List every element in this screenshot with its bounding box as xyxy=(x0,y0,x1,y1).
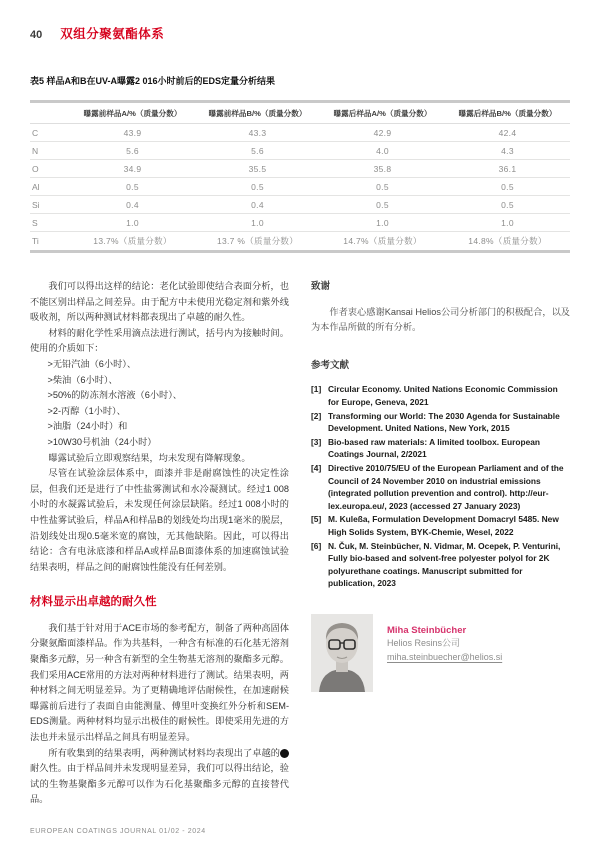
value-cell: 1.0 xyxy=(376,217,389,228)
paragraph: 尽管在试验涂层体系中，面漆并非是耐腐蚀性的决定性涂层，但我们还是进行了中性盐雾测试和水冷凝测试。经过1 008小时的水凝露试验后，未发现任何涂层缺陷。经过1 008小时的中性盐雾试验后，样品A和样品B的划线处均出现1毫米的脱层，沿划线处出现0.5毫米宽的腐蚀，无其他缺陷。因此，可以得出结论：含有电泳底漆和样品A或样品B面漆体系的加速腐蚀试验结果表明，样品之间的耐腐蚀性能没有任何差别。 xyxy=(30,468,289,572)
table-row xyxy=(30,196,570,214)
list-item: >50%的防冻剂水溶液（6小时）、 xyxy=(47,390,182,401)
reference-item xyxy=(311,513,570,538)
value-cell: 36.1 xyxy=(498,163,517,174)
reference-item xyxy=(311,436,570,461)
value-cell: 13.7 %（质量分数） xyxy=(216,236,299,246)
value-cell: 0.5 xyxy=(376,199,389,210)
table-row xyxy=(30,142,570,160)
value-cell: 4.3 xyxy=(501,145,514,156)
value-cell: 0.5 xyxy=(501,181,514,192)
table-header-cell: 曝露后样品B/%（质量分数） xyxy=(458,108,557,118)
author-name: Miha Steinbücher xyxy=(387,624,467,636)
durability-section-heading: 材料显示出卓越的耐久性 xyxy=(30,596,157,609)
table-header-cell: 曝露前样品B/%（质量分数） xyxy=(208,108,307,118)
reference-number: [2] xyxy=(311,410,322,421)
reference-text: N. Čuk, M. Steinbücher, N. Vidmar, M. Ocepek, P. Venturini, Fully bio-based and solvent-free polyester polyol for 2K polyurethane coatings. Manuscript submitted for publication, 2023 xyxy=(328,540,561,589)
paragraph: 曝露试验后立即观察结果，均未发现有降解现象。 xyxy=(48,452,251,463)
value-cell: 1.0 xyxy=(251,217,264,228)
author-company: Helios Resins公司 xyxy=(387,638,461,649)
element-cell: Ti xyxy=(32,236,39,246)
page-number: 40 xyxy=(30,29,43,41)
value-cell: 0.4 xyxy=(251,199,264,210)
table-row xyxy=(30,232,570,250)
table-header-row xyxy=(30,103,570,124)
paragraph xyxy=(30,746,304,808)
value-cell: 34.9 xyxy=(123,163,142,174)
reference-number: [6] xyxy=(311,540,322,551)
reference-number: [1] xyxy=(311,384,322,395)
list-item: >10W30号机油（24小时） xyxy=(47,436,157,447)
table-row xyxy=(30,178,570,196)
table-caption: 表5 样品A和B在UV-A曝露2 016小时前后的EDS定量分析结果 xyxy=(30,76,276,86)
value-cell: 5.6 xyxy=(126,145,139,156)
value-cell: 42.4 xyxy=(498,127,517,138)
paragraph: 我们基于针对用于ACE市场的参考配方，制备了两种高固体分聚氨酯面漆样品。作为共基料，一种含有标准的石化基无溶剂聚酯多元醇，另一种含有新型的全生物基无溶剂的聚酯多元醇。我们采用ACE常用的方法对两种材料进行了测试。结果表明，两种材料之间无明显差异。为了更精确地评估耐候性，在加速耐候曝露前后进行了表面自由能测量、傅里叶变换红外分析和SEM-EDS测量。两种材料均显示出极佳的耐候性。即使采用先进的方法也并未显示出样品之间具有明显差异。 xyxy=(30,622,289,743)
page-header xyxy=(30,24,570,42)
table-row xyxy=(30,214,570,232)
paragraph-text: 所有收集到的结果表明，两种测试材料均表现出了卓越的耐久性。由于样品间并未发现明显差异，我们可以得出结论，验试的生物基聚酯多元醇可以作为石化基聚酯多元醇的直接替代品。 xyxy=(30,747,289,805)
table-header-cell: 曝露后样品A/%（质量分数） xyxy=(333,108,432,118)
value-cell: 35.8 xyxy=(373,163,392,174)
value-cell: 4.0 xyxy=(376,145,389,156)
table-row xyxy=(30,124,570,142)
reference-number: [5] xyxy=(311,514,322,525)
value-cell: 0.5 xyxy=(126,181,139,192)
reference-item xyxy=(311,540,570,590)
author-photo xyxy=(311,614,373,692)
reference-number: [4] xyxy=(311,462,322,473)
acknowledgements-text: 作者衷心感谢Kansai Helios公司分析部门的积极配合，以及为本作品所做的所有分析。 xyxy=(311,306,570,333)
element-cell: Al xyxy=(32,181,40,192)
reference-item xyxy=(311,410,570,435)
right-column xyxy=(311,279,570,692)
value-cell: 43.9 xyxy=(123,127,142,138)
value-cell: 0.5 xyxy=(376,181,389,192)
list-item: >柴油（6小时）、 xyxy=(47,374,118,385)
table-row xyxy=(30,160,570,178)
acknowledgements-heading: 致谢 xyxy=(311,281,331,292)
references-heading: 参考文献 xyxy=(311,359,350,371)
reference-text: Transforming our World: The 2030 Agenda for Sustainable Development. United Nations, New York, 2015 xyxy=(328,410,560,434)
reference-number: [3] xyxy=(311,436,322,447)
author-info xyxy=(387,614,502,692)
reference-text: Bio-based raw materials: A limited toolbox. European Coatings Journal, 2/2021 xyxy=(328,436,541,460)
list-item: >无铅汽油（6小时）、 xyxy=(47,358,137,369)
table-header-cell: 曝露前样品A/%（质量分数） xyxy=(83,108,182,118)
paragraph: 材料的耐化学性采用滴点法进行测试，括号内为接触时间。使用的介质如下： xyxy=(30,327,289,354)
chemical-media-list xyxy=(30,357,289,451)
value-cell: 5.6 xyxy=(251,145,264,156)
author-email-link[interactable]: miha.steinbuecher@helios.si xyxy=(387,651,503,662)
element-cell: N xyxy=(32,145,39,156)
value-cell: 14.7%（质量分数） xyxy=(343,236,422,246)
end-of-article-icon: ❮ xyxy=(280,749,289,758)
element-cell: O xyxy=(32,163,39,174)
value-cell: 43.3 xyxy=(248,127,267,138)
list-item: >油脂（24小时）和 xyxy=(47,421,128,432)
reference-item xyxy=(311,462,570,512)
eds-results-table xyxy=(30,100,570,253)
value-cell: 13.7%（质量分数） xyxy=(93,236,172,246)
element-cell: Si xyxy=(32,199,40,210)
value-cell: 0.5 xyxy=(251,181,264,192)
element-cell: S xyxy=(32,217,38,228)
value-cell: 14.8%（质量分数） xyxy=(468,236,547,246)
journal-footer: EUROPEAN COATINGS JOURNAL 01/02 - 2024 xyxy=(30,828,206,835)
value-cell: 35.5 xyxy=(248,163,267,174)
left-column xyxy=(30,279,304,808)
author-portrait-image xyxy=(311,614,373,692)
value-cell: 42.9 xyxy=(373,127,392,138)
value-cell: 0.5 xyxy=(501,199,514,210)
value-cell: 1.0 xyxy=(126,217,139,228)
reference-text: Directive 2010/75/EU of the European Parliament and of the Council of 24 November 2010 on industrial emissions (integrated pollution prevention and control). http://eur-lex.europa.eu/, 2023 (accessed 27 January 2023) xyxy=(328,462,564,511)
article-body xyxy=(30,279,570,808)
reference-text: M. Kuleßa, Formulation Development Domacryl 5485. New High Solids System, BYK-Chemie, Wesel, 2022 xyxy=(328,514,559,537)
author-card xyxy=(311,614,570,692)
section-title: 双组分聚氨酯体系 xyxy=(60,27,165,41)
reference-item xyxy=(311,383,570,408)
reference-text: Circular Economy. United Nations Economic Commission for Europe, Geneva, 2021 xyxy=(328,384,558,407)
reference-list xyxy=(311,383,570,590)
paragraph: 我们可以得出这样的结论：老化试验即使结合表面分析，也不能区别出样品之间差异。由于配方中未使用光稳定剂和紫外线吸收剂，所以两种测试材料都表现出了卓越的耐久性。 xyxy=(30,281,289,323)
value-cell: 1.0 xyxy=(501,217,514,228)
value-cell: 0.4 xyxy=(126,199,139,210)
element-cell: C xyxy=(32,127,39,138)
list-item: >2-丙醇（1小时）、 xyxy=(47,405,126,416)
table-body xyxy=(30,124,570,250)
